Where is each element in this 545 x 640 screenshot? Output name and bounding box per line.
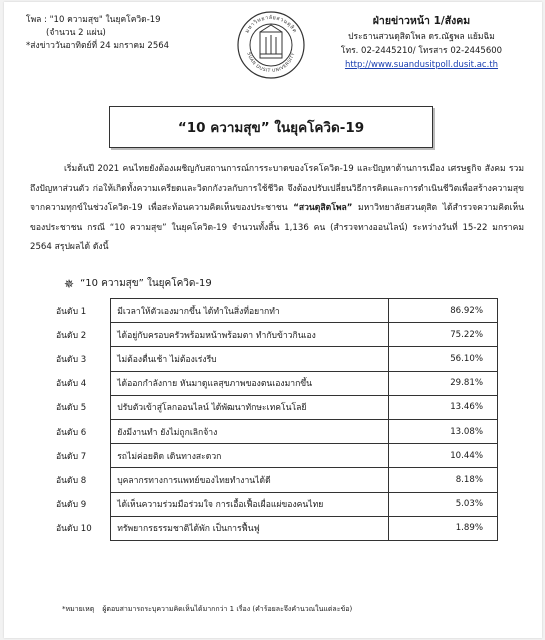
intro-paragraph <box>30 160 524 258</box>
rank-cell: อันดับ 5 <box>56 403 87 414</box>
document-title: “10 ความสุข” ในยุคโควิด-19 <box>109 106 433 148</box>
rank-cell: อันดับ 3 <box>56 354 87 365</box>
item-cell: มีเวลาให้ตัวเองมากขึ้น ได้ทำในสิ่งที่อยากทำ <box>111 299 389 323</box>
department-label: ฝ่ายข่าวหน้า 1/สังคม <box>372 15 471 27</box>
star-icon: ✵ <box>64 276 75 291</box>
percent-cell: 8.18% <box>388 468 497 492</box>
percent-cell: 86.92% <box>388 299 497 323</box>
ranking-table <box>56 298 498 541</box>
item-cell: ยังมีงานทำ ยังไม่ถูกเลิกจ้าง <box>111 419 389 443</box>
university-seal-icon <box>236 10 306 80</box>
footnote-label: *หมายเหตุ <box>62 605 95 613</box>
percent-cell: 56.10% <box>388 347 497 371</box>
rank-cell: อันดับ 6 <box>56 427 87 438</box>
table-row <box>56 299 498 323</box>
percent-cell: 13.08% <box>388 419 497 443</box>
item-cell: ไม่ต้องตื่นเช้า ไม่ต้องเร่งรีบ <box>111 347 389 371</box>
phone-line: โทร. 02-2445210/ โทรสาร 02-2445600 <box>340 46 503 56</box>
item-cell: ปรับตัวเข้าสู่โลกออนไลน์ ได้พัฒนาทักษะเทคโนโลยี <box>111 395 389 419</box>
section-title-text: “10 ความสุข” ในยุคโควิด-19 <box>80 278 212 289</box>
item-cell: รถไม่ค่อยติด เดินทางสะดวก <box>111 444 389 468</box>
percent-cell: 29.81% <box>388 371 497 395</box>
website-link[interactable]: http://www.suandusitpoll.dusit.ac.th <box>344 60 499 70</box>
rank-cell: อันดับ 4 <box>56 379 87 390</box>
table-row <box>56 419 498 443</box>
table-row <box>56 371 498 395</box>
header-right <box>314 12 529 72</box>
intro-text-part2: มหาวิทยาลัยสวนดุสิต ได้สำรวจความคิดเห็นของประชาชน กรณี “10 ความสุข” ในยุคโควิด-19 จำนวนทั้งสิ้น 1,136 คน (สำรวจทางออนไลน์) ระหว่างวันที่ 15-22 มกราคม 2564 สรุปผลได้ ดังนี้ <box>30 203 525 252</box>
table-row <box>56 492 498 516</box>
header-left <box>26 14 169 53</box>
percent-cell: 5.03% <box>388 492 497 516</box>
footnote <box>62 604 360 615</box>
item-cell: ได้ออกกำลังกาย หันมาดูแลสุขภาพของตนเองมากขึ้น <box>111 371 389 395</box>
table-row <box>56 444 498 468</box>
table-row <box>56 516 498 540</box>
svg-text:SUAN DUSIT UNIVERSITY: SUAN DUSIT UNIVERSITY <box>245 51 297 75</box>
page-count-line: (จำนวน 2 แผ่น) <box>46 28 106 38</box>
rank-cell: อันดับ 8 <box>56 475 87 486</box>
document-page <box>4 2 542 638</box>
item-cell: ได้เห็นความร่วมมือร่วมใจ การเอื้อเฟื้อเผื่อแผ่ของคนไทย <box>111 492 389 516</box>
footnote-text: ผู้ตอบสามารถระบุความคิดเห็นได้มากกว่า 1 เรื่อง (คำร้อยละจึงคำนวณในแต่ละข้อ) <box>102 605 353 613</box>
table-row <box>56 468 498 492</box>
percent-cell: 13.46% <box>388 395 497 419</box>
director-line: ประธานสวนดุสิตโพล ดร.ณัฐพล แย้มฉิม <box>348 32 495 42</box>
svg-text:มหาวิทยาลัยสวนดุสิต: มหาวิทยาลัยสวนดุสิต <box>244 14 298 35</box>
item-cell: ทรัพยากรธรรมชาติได้พัก เป็นการฟื้นฟู <box>111 516 389 540</box>
rank-cell: อันดับ 10 <box>56 524 92 535</box>
table-row <box>56 323 498 347</box>
poll-title-line: โพล : "10 ความสุข" ในยุคโควิด-19 <box>26 15 161 25</box>
release-date-line: *ส่งข่าววันอาทิตย์ที่ 24 มกราคม 2564 <box>26 41 170 51</box>
item-cell: ได้อยู่กับครอบครัวพร้อมหน้าพร้อมตา ทำกับข้าวกินเอง <box>111 323 389 347</box>
item-cell: บุคลากรทางการแพทย์ของไทยทำงานได้ดี <box>111 468 389 492</box>
rank-cell: อันดับ 9 <box>56 500 87 511</box>
poll-name: “สวนดุสิตโพล” <box>293 203 353 213</box>
percent-cell: 10.44% <box>388 444 497 468</box>
table-row <box>56 347 498 371</box>
rank-cell: อันดับ 2 <box>56 330 87 341</box>
table-row <box>56 395 498 419</box>
section-heading <box>64 276 212 291</box>
rank-cell: อันดับ 7 <box>56 451 87 462</box>
rank-cell: อันดับ 1 <box>56 306 87 317</box>
percent-cell: 1.89% <box>388 516 497 540</box>
intro-text-part1: เริ่มต้นปี 2021 คนไทยยังต้องเผชิญกับสถานการณ์การระบาดของโรคโควิด-19 และปัญหาด้านการเมือง เศรษฐกิจ สังคม รวมถึงปัญหาส่วนตัว ก่อให้เกิดทั้งความเครียดและวิตกกังวลกับการใช้ชีวิต จึงต้องปรับเปลี่ยนวิธีการคิดและการดำเนินชีวิตเพื่อสร้างความสุขจากความทุกข์ในช่วงโควิด-19 เพื่อสะท้อนความคิดเห็นของประชาชน <box>30 164 524 213</box>
percent-cell: 75.22% <box>388 323 497 347</box>
